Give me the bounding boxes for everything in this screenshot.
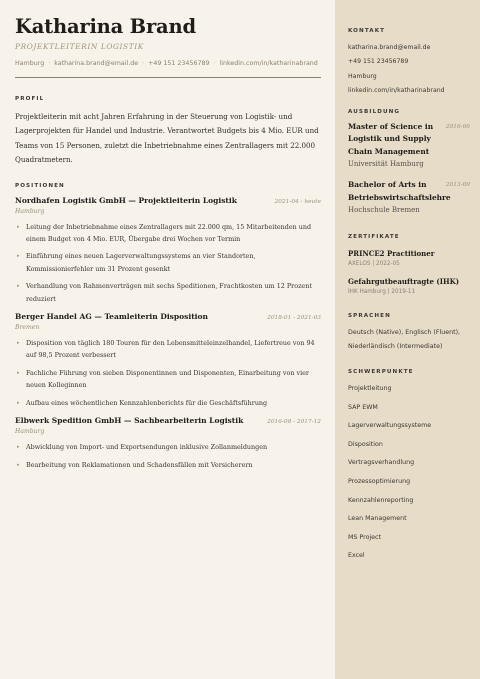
job-entry [15,416,321,471]
job-bullet: ▸ Verhandlung von Rahmenverträgen mit sechs Speditionen, Frachtkosten um 12 Prozent reduziert [17,282,312,303]
job-entry [15,312,321,409]
skill-item: Projektleitung [348,384,392,392]
skill-item: Lean Management [348,515,407,523]
education-entry [348,121,470,171]
degree: Bachelor of Arts in Betriebswirtschaftslehre [348,180,451,202]
contact-linkedin[interactable]: linkedin.com/in/katharinabrand [219,60,318,67]
certificates-heading: ZERTIFIKATE [348,234,400,241]
sidebar-linkedin[interactable]: linkedin.com/in/katharinabrand [348,87,445,95]
sidebar-phone[interactable]: +49 151 23456789 [348,58,409,66]
job-date: 2016-08 - 2017-12 [267,419,321,426]
positions-heading: POSITIONEN [15,182,65,189]
job-location: Hamburg [15,207,45,215]
triangle-bullet-icon: ▸ [17,369,20,376]
skill-item: Excel [348,552,365,560]
job-role: PROJEKTLEITERIN LOGISTIK [15,42,144,51]
triangle-bullet-icon: ▸ [17,444,20,451]
triangle-bullet-icon: ▸ [17,253,20,260]
job-bullet: ▸ Abwicklung von Import- und Exportsendungen inklusive Zollanmeldungen [15,441,321,453]
skill-item: Vertragsverhandlung [348,459,415,467]
skills-list [348,383,470,569]
skill-item: Lagerverwaltungssysteme [348,422,432,430]
contact-separator: · [213,60,216,67]
contact-email[interactable]: katharina.brand@email.de [54,60,139,67]
certificate-issuer: AXELOS | 2022-05 [348,261,400,268]
job-bullet: ▸ Disposition von täglich 180 Touren für den Lebensmitteleinzelhandel, Liefertreue von 94 auf 98,5 Prozent verbessert [17,339,315,360]
candidate-name: Katharina Brand [15,15,196,38]
skill-item: Disposition [348,440,383,448]
job-title: Elbwerk Spedition GmbH — Sachbearbeiterin Logistik [15,416,244,426]
skill-item: MS Project [348,533,381,541]
job-location: Hamburg [15,428,45,436]
triangle-bullet-icon: ▸ [17,283,20,290]
contact-city: Hamburg [15,60,45,67]
skills-heading: SCHWERPUNKTE [348,368,414,375]
degree-year: 2016-06 [445,123,470,130]
sidebar-email[interactable]: katharina.brand@email.de [348,44,431,51]
job-bullets [15,337,321,409]
certificate-issuer: IHK Hamburg | 2019-11 [348,289,416,296]
job-date: 2018-01 - 2021-03 [267,315,321,322]
skill-item: Kennzahlenreporting [348,496,414,504]
job-date: 2021-04 - heute [274,198,321,205]
degree: Master of Science in Logistik und Supply Chain Management [348,121,434,156]
job-bullet: ▸ Bearbeitung von Reklamationen und Schadensfällen mit Versicherern [15,459,321,471]
education-heading: AUSBILDUNG [348,108,401,115]
triangle-bullet-icon: ▸ [17,399,20,406]
header-divider [15,77,321,78]
contact-separator: · [48,60,51,67]
contact-heading: KONTAKT [348,28,386,34]
profile-text: Projektleiterin mit acht Jahren Erfahrung in der Steuerung von Logistik- und Lagerprojekten für Handel und Industrie. Verantwortet Budgets bis 4 Mio. EUR und Teams von 15 Personen, zuletzt die Inbetriebnahme eines Zentrallagers mit 22.000 Quadratmetern. [15,112,319,165]
job-title: Nordhafen Logistik GmbH — Projektleiterin Logistik [15,195,237,205]
job-bullets [15,441,321,471]
degree-year: 2013-09 [445,182,470,189]
triangle-bullet-icon: ▸ [17,223,20,230]
contact-separator: · [142,60,145,67]
sidebar [335,0,480,679]
skill-item: SAP EWM [348,403,378,411]
job-location: Bremen [15,324,40,332]
sidebar-city: Hamburg [348,72,377,80]
job-bullet: ▸ Einführung eines neuen Lagerverwaltungssystems an vier Standorten, Kommissionierfehler um 31 Prozent gesenkt [17,252,256,273]
profile-heading: PROFIL [15,96,45,102]
certificate-name: PRINCE2 Practitioner [348,249,435,259]
contact-line [15,60,321,67]
school: Hochschule Bremen [348,206,420,215]
certificate-name: Gefahrgutbeauftragte (IHK) [348,277,460,287]
contact-phone[interactable]: +49 151 23456789 [148,60,210,67]
job-bullets [15,221,321,305]
triangle-bullet-icon: ▸ [17,461,20,468]
languages-text: Deutsch (Native), Englisch (Fluent), Niederländisch (Intermediate) [348,329,461,350]
languages-heading: SPRACHEN [348,313,391,320]
skill-item: Prozessoptimierung [348,477,411,485]
job-bullet: ▸ Fachliche Führung von sieben Disponentinnen und Disponenten, Einarbeitung von vier neuen Kolleginnen [17,368,309,390]
school: Universität Hamburg [348,160,424,169]
job-bullet: ▸ Aufbau eines wöchentlichen Kennzahlenberichts für die Geschäftsführung [15,397,321,409]
job-title: Berger Handel AG — Teamleiterin Disposition [15,312,208,322]
education-entry [348,179,470,216]
job-bullet: ▸ Leitung der Inbetriebnahme eines Zentrallagers mit 22.000 qm, 15 Mitarbeitenden und einem Budget von 4 Mio. EUR, Übergabe drei Wochen vor Termin [17,222,312,244]
triangle-bullet-icon: ▸ [17,340,20,347]
job-entry [15,196,321,305]
